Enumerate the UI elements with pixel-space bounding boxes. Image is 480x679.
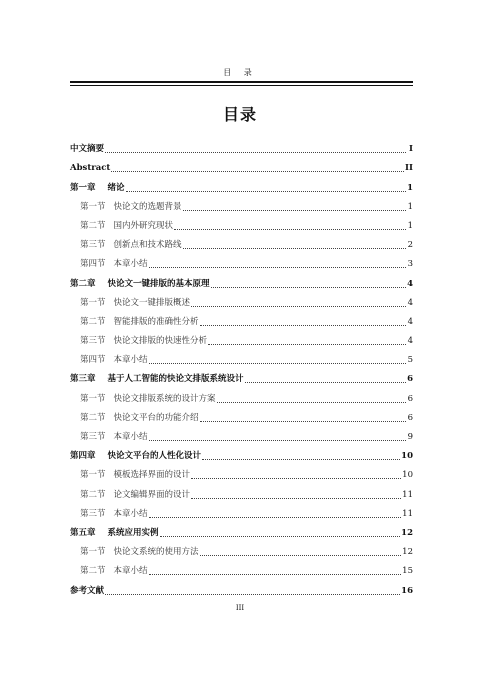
toc-chapter-entry[interactable] [70,443,413,462]
toc-section-entry[interactable] [70,290,413,309]
toc-entry-number: 第二章 [70,278,96,289]
toc-entry-label [70,143,104,155]
toc-entry-text: 快论文排版系统的设计方案 [113,393,216,404]
toc-entry-label [70,373,244,385]
toc-entry-label [80,258,148,270]
toc-leader-dots [191,498,401,499]
page-title: 目录 [222,105,257,124]
toc-entry-label [70,182,125,194]
toc-entry-page: 12 [401,527,413,538]
toc-leader-dots [126,191,406,192]
header-rule-thick [70,81,413,83]
toc-entry-page: 6 [407,393,413,404]
toc-section-entry[interactable] [70,194,413,213]
toc-leader-dots [183,248,406,249]
toc-chapter-entry[interactable] [70,520,413,539]
toc-entry-page: 6 [407,412,413,423]
toc-entry-text: 论文编辑界面的设计 [113,489,191,500]
toc-entry-label [70,162,110,174]
toc-entry-number: 第四节 [80,355,106,366]
toc-section-entry[interactable] [70,424,413,443]
toc-leader-dots [149,363,406,364]
toc-entry-text: 本章小结 [113,508,148,519]
toc-leader-dots [202,459,400,460]
toc-entry-page: 1 [407,220,413,231]
toc-entry-page: 12 [402,547,413,558]
toc-entry-page: 9 [407,432,413,442]
toc-entry-label [80,489,190,501]
toc-entry-text: 快论文的选题背景 [113,201,182,212]
toc-entry-number: 第二节 [80,316,106,327]
toc-section-entry[interactable] [70,405,413,424]
toc-leader-dots [245,382,406,383]
toc-entry-label [80,220,173,232]
toc-leader-dots [217,402,406,403]
toc-entry-text: 基于人工智能的快论文排版系统设计 [107,374,244,385]
toc-entry-page: 16 [401,585,413,596]
toc-entry-page: 15 [402,566,413,577]
toc-entry-number: 第五章 [70,527,96,538]
toc-leader-dots [208,344,406,345]
toc-entry-label [80,393,216,405]
toc-section-entry[interactable] [70,328,413,347]
toc-entry-text: 本章小结 [113,259,148,270]
toc-leader-dots [160,536,401,537]
toc-leader-dots [211,287,406,288]
toc-section-entry[interactable] [70,309,413,328]
toc-entry-number: 第三节 [80,508,106,519]
toc-section-entry[interactable] [70,558,413,577]
toc-leader-dots [191,478,401,479]
toc-chapter-entry[interactable] [70,577,413,596]
toc-chapter-entry[interactable] [70,270,413,289]
toc-entry-number: 第四章 [70,451,96,462]
toc-section-entry[interactable] [70,232,413,251]
toc-entry-page: 10 [401,451,413,462]
toc-entry-label [70,450,201,462]
toc-entry-label [70,585,104,597]
toc-leader-dots [111,171,404,172]
toc-leader-dots [105,152,406,153]
running-header: 目 录 [223,68,257,77]
toc-chapter-entry[interactable] [70,174,413,193]
toc-entry-text: Abstract [70,163,111,174]
toc-entry-page: 3 [407,259,413,270]
toc-entry-text: 中文摘要 [70,144,105,155]
toc-leader-dots [191,306,406,307]
toc-entry-page: 4 [407,297,413,308]
toc-entry-page: 1 [407,182,413,193]
toc-entry-page: 4 [407,336,413,347]
toc-section-entry[interactable] [70,385,413,404]
toc-entry-page: 11 [402,489,413,500]
toc-entry-number: 第三节 [80,336,106,347]
page-number: III [235,604,245,612]
toc-leader-dots [149,517,402,518]
toc-entry-text: 快论文平台的功能介绍 [113,412,199,423]
toc-entry-page: 6 [407,374,413,385]
toc-entry-number: 第一章 [70,182,96,193]
toc-entry-number: 第四节 [80,259,106,270]
toc-leader-dots [200,325,406,326]
toc-section-entry[interactable] [70,251,413,270]
toc-entry-number: 第三章 [70,374,96,385]
toc-leader-dots [149,574,402,575]
toc-entry-label [80,565,148,577]
toc-leader-dots [183,210,406,211]
toc-entry-page: 11 [402,508,413,519]
toc-entry-label [70,278,210,290]
toc-entry-label [80,316,199,328]
toc-leader-dots [149,267,406,268]
toc-entry-label [80,335,207,347]
toc-section-entry[interactable] [70,462,413,481]
toc-section-entry[interactable] [70,347,413,366]
toc-entry-label [80,546,199,558]
toc-entry-label [80,412,199,424]
toc-entry-text: 快论文平台的人性化设计 [107,451,202,462]
toc-entry-page: 4 [407,316,413,327]
table-of-contents [70,136,413,597]
toc-entry-text: 快论文排版的快速性分析 [113,336,208,347]
toc-entry-page: 10 [402,470,413,481]
toc-entry-text: 快论文一键排版的基本原理 [107,278,210,289]
toc-entry-text: 系统应用实例 [107,527,159,538]
toc-entry-number: 第二节 [80,566,106,577]
toc-entry-page: 2 [407,240,413,251]
toc-entry-label [80,508,148,520]
toc-section-entry[interactable] [70,501,413,520]
toc-section-entry[interactable] [70,539,413,558]
header-rule-thin [70,85,413,86]
toc-entry-text: 本章小结 [113,355,148,366]
toc-entry-label [80,431,148,443]
toc-entry-number: 第二节 [80,489,106,500]
toc-section-entry[interactable] [70,213,413,232]
toc-entry-label [80,354,148,366]
toc-entry-text: 快论文一键排版概述 [113,297,191,308]
toc-entry-label [80,201,182,213]
toc-entry-page: 4 [407,278,413,289]
toc-leader-dots [200,555,402,556]
toc-leader-dots [105,594,400,595]
toc-entry-text: 智能排版的准确性分析 [113,316,199,327]
toc-entry-label [80,239,182,251]
toc-entry-text: 模板选择界面的设计 [113,470,191,481]
toc-entry-page: 5 [407,355,413,366]
toc-entry-text: 本章小结 [113,432,148,442]
toc-entry-page: 1 [407,201,413,212]
toc-entry-number: 第一节 [80,393,106,404]
toc-section-entry[interactable] [70,481,413,500]
toc-entry-number: 第一节 [80,201,106,212]
toc-entry-text: 绪论 [107,182,125,193]
toc-entry-label [80,469,190,481]
toc-entry-label [70,527,159,539]
toc-entry-text: 创新点和技术路线 [113,240,182,251]
toc-entry-number: 第三节 [80,432,106,442]
toc-entry-number: 第一节 [80,297,106,308]
toc-entry-text: 参考文献 [70,585,105,596]
toc-entry-number: 第一节 [80,547,106,558]
toc-chapter-entry[interactable] [70,366,413,385]
toc-entry-number: 第一节 [80,470,106,481]
toc-entry-number: 第三节 [80,240,106,251]
toc-entry-number: 第二节 [80,412,106,423]
toc-leader-dots [174,229,406,230]
toc-entry-label [80,297,190,309]
toc-chapter-entry[interactable] [70,155,413,174]
toc-entry-text: 快论文系统的使用方法 [113,547,199,558]
toc-entry-text: 本章小结 [113,566,148,577]
toc-leader-dots [149,440,406,441]
toc-entry-text: 国内外研究现状 [113,220,174,231]
toc-entry-page: I [409,144,413,155]
toc-chapter-entry[interactable] [70,136,413,155]
toc-leader-dots [200,421,406,422]
toc-entry-page: II [405,163,413,174]
toc-entry-number: 第二节 [80,220,106,231]
